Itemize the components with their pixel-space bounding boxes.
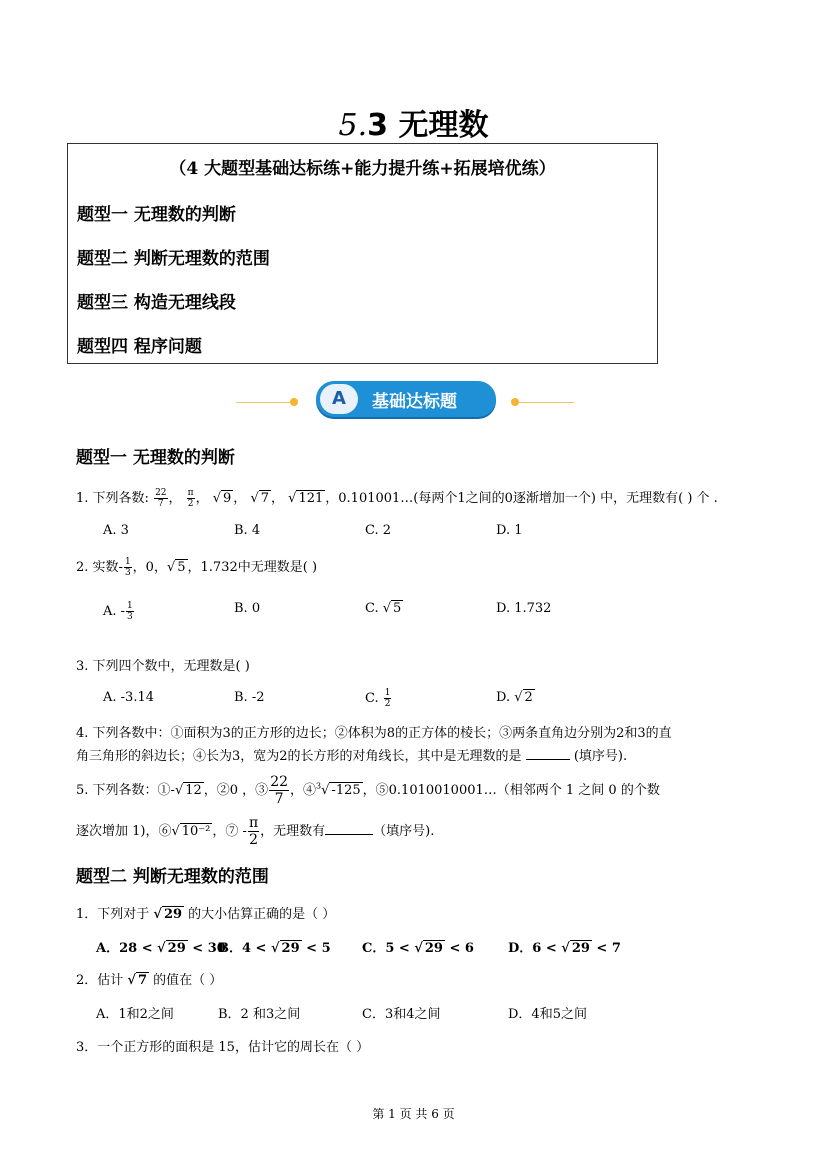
s1-q4-line2 — [76, 745, 627, 764]
radicand: 10⁻² — [181, 824, 211, 839]
option-suffix: < 7 — [591, 941, 621, 956]
radicand: 5 — [393, 601, 402, 616]
cbrt-minus-125 — [321, 782, 363, 798]
toc-item-4: 题型四 程序问题 — [77, 337, 202, 357]
cube-root-index: 3 — [316, 781, 322, 791]
s1-q1-frac1 — [154, 488, 167, 509]
sqrt-7 — [250, 490, 271, 506]
radicand: 7 — [260, 491, 270, 506]
sqrt-5 — [167, 559, 188, 575]
s1-q2-frac — [124, 557, 132, 578]
radicand: 5 — [177, 560, 186, 575]
page-footer: 第 1 页 共 6 页 — [372, 1107, 455, 1121]
frac-22-7 — [269, 774, 289, 807]
s2-q2-option-b: B．2 和3之间 — [218, 1007, 301, 1022]
s2-q2-suffix: 的值在（ ） — [149, 973, 223, 988]
frac-num: π — [248, 815, 259, 831]
radicand: 2 — [524, 690, 533, 705]
radicand: 12 — [185, 783, 202, 798]
sqrt-29 — [153, 906, 184, 922]
s2-q1-option-b — [218, 937, 331, 956]
s1-q4-line1: 4. 下列各数中：①面积为3的正方形的边长；②体积为8的正方体的棱长；③两条直角边分别为2和3的直 — [76, 726, 672, 741]
s2-q1-suffix: 的大小估算正确的是（ ） — [184, 907, 336, 922]
radicand: 29 — [281, 941, 300, 956]
toc-item-3: 题型三 构造无理线段 — [77, 293, 236, 313]
frac-den: 7 — [157, 499, 164, 509]
s2-q1 — [76, 903, 335, 922]
option-label: B．4 < — [218, 941, 271, 956]
frac-num: 1 — [124, 557, 131, 567]
s2-q1-option-a — [96, 937, 226, 956]
s1-q5-part4: ，④ — [290, 783, 317, 798]
toc-item-1: 题型一 无理数的判断 — [77, 205, 236, 225]
s1-q2-option-d: D. 1.732 — [496, 601, 552, 616]
frac-num: 22 — [155, 488, 167, 498]
s1-q3-option-d — [496, 690, 535, 705]
sqrt-2 — [514, 689, 535, 705]
s2-q2-option-a: A．1和2之间 — [96, 1007, 174, 1022]
s1-q5-line2-suffix: （填序号). — [373, 824, 435, 839]
toc-subtitle: （4 大题型基础达标练+能力提升练+拓展培优练） — [169, 159, 556, 179]
s1-q2 — [76, 556, 317, 578]
s1-q1-option-a: A. 3 — [103, 523, 129, 538]
s1-q2-suffix: ，1.732中无理数是( ) — [187, 560, 318, 575]
frac-den: 7 — [274, 791, 284, 807]
frac-pi-2 — [248, 815, 259, 848]
frac-den: 3 — [124, 568, 131, 578]
sqrt-10-neg2 — [171, 823, 212, 839]
option-suffix: < 5 — [301, 941, 331, 956]
radicand: 29 — [571, 941, 590, 956]
radicand: -125 — [331, 783, 361, 798]
page-title — [0, 100, 827, 144]
s1-q5-line2-text: 逐次增加 1)，⑥ — [76, 824, 172, 839]
sqrt-9 — [213, 490, 234, 506]
s2-q1-option-d — [508, 937, 621, 956]
option-label: C. — [365, 601, 383, 616]
radicand: 29 — [167, 941, 186, 956]
sqrt-29 — [157, 940, 188, 956]
option-label: C. — [365, 691, 383, 706]
banner-line-right — [519, 402, 574, 403]
toc-box — [67, 143, 658, 364]
frac-num: π — [187, 488, 194, 498]
s1-q2-option-c — [365, 601, 403, 616]
option-label: A．28 < — [96, 941, 158, 956]
option-frac — [384, 688, 392, 709]
s1-q1-option-c: C. 2 — [365, 523, 392, 538]
banner-text: 基础达标题 — [372, 392, 457, 412]
title-text: 3 无理数 — [367, 108, 489, 143]
answer-blank[interactable] — [526, 759, 570, 760]
frac-den: 2 — [249, 832, 258, 848]
answer-blank[interactable] — [325, 834, 373, 835]
s1-q5-line2-mid: ，无理数有 — [260, 824, 326, 839]
option-suffix: < 6 — [444, 941, 474, 956]
s1-q1-option-d: D. 1 — [496, 523, 523, 538]
section1-heading: 题型一 无理数的判断 — [76, 448, 235, 468]
sqrt-29 — [561, 940, 592, 956]
sqrt-7 — [127, 972, 149, 988]
option-label: D．6 < — [508, 941, 562, 956]
sqrt-29 — [414, 940, 445, 956]
radicand: 121 — [298, 491, 324, 506]
s1-q5-prefix: 5. 下列各数：①- — [76, 783, 175, 798]
s1-q3-option-a: A. -3.14 — [103, 690, 154, 705]
banner-letter: A — [320, 384, 358, 414]
radicand: 9 — [223, 491, 232, 506]
frac-num: 1 — [127, 601, 133, 611]
s1-q3-option-c — [365, 688, 392, 709]
radicand: 7 — [137, 973, 147, 988]
s2-q2-prefix: 2．估计 — [76, 973, 128, 988]
banner-line-left — [236, 402, 296, 403]
s1-q1-prefix: 1. 下列各数: — [76, 491, 149, 506]
s1-q5-part5: ，⑤0.1010010001…（相邻两个 1 之间 0 的个数 — [362, 783, 660, 798]
frac-num: 22 — [270, 774, 289, 790]
s2-q3: 3．一个正方形的面积是 15，估计它的周长在（ ） — [76, 1040, 370, 1055]
sqrt-12 — [175, 782, 204, 798]
section-banner — [316, 381, 496, 417]
toc-item-2: 题型二 判断无理数的范围 — [77, 249, 270, 269]
s1-q2-prefix: 2. 实数- — [76, 560, 123, 575]
option-label: A. - — [103, 604, 126, 619]
radicand: 29 — [424, 941, 443, 956]
s1-q4-suffix: (填序号). — [569, 749, 628, 764]
option-frac — [126, 601, 134, 622]
s1-q1-suffix: ，0.101001…(每两个1之间的0逐渐增加一个) 中，无理数有( ) 个 . — [325, 491, 718, 506]
frac-num: 1 — [384, 688, 391, 698]
s1-q5-part7: ，⑦ - — [212, 824, 247, 839]
s1-q1-frac2 — [187, 488, 195, 509]
title-number: 5. — [338, 108, 368, 143]
option-label: D. — [496, 690, 515, 705]
radicand: 29 — [163, 907, 183, 922]
s1-q3-option-b: B. -2 — [234, 690, 265, 705]
s1-q2-mid: ，0， — [132, 560, 167, 575]
banner-dot-left — [290, 398, 298, 406]
frac-den: 2 — [187, 499, 194, 509]
s2-q2-option-c: C．3和4之间 — [362, 1007, 441, 1022]
section2-heading: 题型二 判断无理数的范围 — [76, 867, 269, 887]
s1-q5-part2: ，②0 ，③ — [203, 783, 269, 798]
s2-q1-option-c — [362, 937, 474, 956]
frac-den: 2 — [384, 699, 391, 709]
sqrt-29 — [271, 940, 302, 956]
frac-den: 3 — [127, 612, 133, 622]
s1-q4-text: 角三角形的斜边长；④长为3，宽为2的长方形的对角线长，其中是无理数的是 — [76, 749, 526, 764]
s1-q5-line1 — [76, 774, 660, 807]
option-label: C．5 < — [362, 941, 415, 956]
s1-q1-option-b: B. 4 — [234, 523, 261, 538]
s1-q2-option-a — [103, 601, 135, 622]
sqrt-121 — [288, 490, 325, 506]
s2-q1-prefix: 1．下列对于 — [76, 907, 154, 922]
s2-q2-option-d: D．4和5之间 — [508, 1007, 587, 1022]
s1-q1: 1. 下列各数: $\frac{22}{7}$ ， $\frac{\pi}{2}$ ， √ 9 ， √ 7 ， √ 121 ，0.101001…(每两个1之间的0逐渐增加一个) 中，无理数有( ) 个 . — [76, 487, 718, 509]
banner-dot-right — [511, 398, 519, 406]
s1-q5-line2 — [76, 815, 434, 848]
s2-q2 — [76, 969, 222, 988]
s1-q3: 3. 下列四个数中，无理数是( ) — [76, 659, 250, 674]
s1-q2-option-b: B. 0 — [234, 601, 261, 616]
option-suffix: < 30 — [187, 941, 226, 956]
sqrt-5 — [383, 600, 404, 616]
